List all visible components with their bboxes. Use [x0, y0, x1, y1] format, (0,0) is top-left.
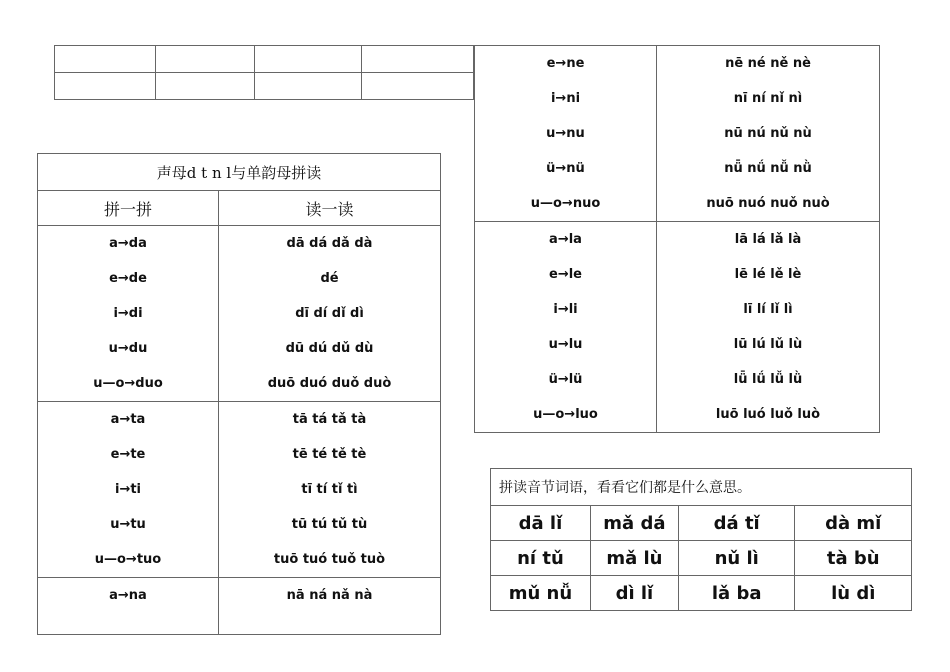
word-cell: mǔ nǚ — [491, 576, 591, 611]
table-row — [38, 402, 441, 438]
spell-cell: i→ni — [475, 81, 657, 116]
table-row — [38, 296, 441, 331]
table-row — [475, 186, 880, 222]
spell-cell: i→ti — [38, 472, 219, 507]
spell-cell: e→le — [475, 257, 657, 292]
table-row — [475, 257, 880, 292]
read-cell: tuō tuó tuǒ tuò — [219, 542, 441, 578]
read-cell: nǖ nǘ nǚ nǜ — [657, 151, 880, 186]
spell-cell: u→du — [38, 331, 219, 366]
read-cell: nā ná nǎ nà — [219, 578, 441, 635]
word-cell: tà bù — [795, 541, 912, 576]
blank-grid — [54, 45, 474, 100]
spell-cell: u→tu — [38, 507, 219, 542]
blank-cell — [362, 73, 474, 100]
word-cell: dì lǐ — [590, 576, 678, 611]
spell-cell: a→da — [38, 226, 219, 262]
table-row — [38, 437, 441, 472]
dt-table-header-right: 读一读 — [219, 191, 441, 226]
read-cell: dé — [219, 261, 441, 296]
read-cell: lē lé lě lè — [657, 257, 880, 292]
table-row — [475, 362, 880, 397]
read-cell: tā tá tǎ tà — [219, 402, 441, 438]
words-table — [490, 468, 912, 611]
table-row — [38, 331, 441, 366]
read-cell: dī dí dǐ dì — [219, 296, 441, 331]
table-row — [38, 226, 441, 262]
table-row — [475, 222, 880, 258]
word-cell: mǎ dá — [590, 506, 678, 541]
word-cell: dà mǐ — [795, 506, 912, 541]
read-cell: tē té tě tè — [219, 437, 441, 472]
blank-cell — [362, 46, 474, 73]
read-cell: tī tí tǐ tì — [219, 472, 441, 507]
word-row — [491, 506, 912, 541]
blank-cell — [156, 73, 255, 100]
spell-cell: i→li — [475, 292, 657, 327]
spell-cell: u—o→luo — [475, 397, 657, 433]
spell-cell: e→de — [38, 261, 219, 296]
word-row — [491, 541, 912, 576]
word-cell: lù dì — [795, 576, 912, 611]
word-cell: dá tǐ — [678, 506, 795, 541]
dt-table-title: 声母d t n l与单韵母拼读 — [38, 154, 441, 191]
word-cell: dā lǐ — [491, 506, 591, 541]
read-cell: lā lá lǎ là — [657, 222, 880, 258]
nl-pinyin-table — [474, 45, 880, 433]
table-row — [475, 151, 880, 186]
read-cell: luō luó luǒ luò — [657, 397, 880, 433]
read-cell: lī lí lǐ lì — [657, 292, 880, 327]
word-cell: mǎ lù — [590, 541, 678, 576]
table-row — [475, 46, 880, 82]
table-row — [475, 327, 880, 362]
read-cell: lū lú lǔ lù — [657, 327, 880, 362]
word-cell: ní tǔ — [491, 541, 591, 576]
spell-cell: i→di — [38, 296, 219, 331]
table-row — [38, 542, 441, 578]
spell-cell: u—o→nuo — [475, 186, 657, 222]
dt-table-body — [38, 226, 441, 635]
read-cell: nē né ně nè — [657, 46, 880, 82]
read-cell: dū dú dǔ dù — [219, 331, 441, 366]
words-table-body — [491, 506, 912, 611]
blank-cell — [156, 46, 255, 73]
table-row — [38, 472, 441, 507]
table-row — [475, 81, 880, 116]
nl-table-body — [475, 46, 880, 433]
read-cell: duō duó duǒ duò — [219, 366, 441, 402]
table-row — [38, 578, 441, 635]
blank-cell — [255, 73, 362, 100]
spell-cell: u→nu — [475, 116, 657, 151]
table-row — [38, 507, 441, 542]
read-cell: tū tú tǔ tù — [219, 507, 441, 542]
table-row — [475, 116, 880, 151]
spell-cell: u→lu — [475, 327, 657, 362]
spell-cell: e→ne — [475, 46, 657, 82]
blank-cell — [55, 73, 156, 100]
spell-cell: u—o→tuo — [38, 542, 219, 578]
table-row — [38, 366, 441, 402]
blank-cell — [55, 46, 156, 73]
table-row — [475, 292, 880, 327]
spell-cell: a→la — [475, 222, 657, 258]
read-cell: dā dá dǎ dà — [219, 226, 441, 262]
spell-cell: ü→lü — [475, 362, 657, 397]
spell-cell: ü→nü — [475, 151, 657, 186]
dt-table-header-left: 拼一拼 — [38, 191, 219, 226]
spell-cell: e→te — [38, 437, 219, 472]
dt-pinyin-table — [37, 153, 441, 635]
spell-cell: a→ta — [38, 402, 219, 438]
read-cell: lǖ lǘ lǚ lǜ — [657, 362, 880, 397]
table-row — [475, 397, 880, 433]
words-table-title: 拼读音节词语，看看它们都是什么意思。 — [491, 469, 912, 506]
spell-cell: a→na — [38, 578, 219, 635]
read-cell: nuō nuó nuǒ nuò — [657, 186, 880, 222]
table-row — [38, 261, 441, 296]
read-cell: nū nú nǔ nù — [657, 116, 880, 151]
word-cell: lǎ ba — [678, 576, 795, 611]
word-row — [491, 576, 912, 611]
read-cell: nī ní nǐ nì — [657, 81, 880, 116]
blank-cell — [255, 46, 362, 73]
spell-cell: u—o→duo — [38, 366, 219, 402]
word-cell: nǔ lì — [678, 541, 795, 576]
